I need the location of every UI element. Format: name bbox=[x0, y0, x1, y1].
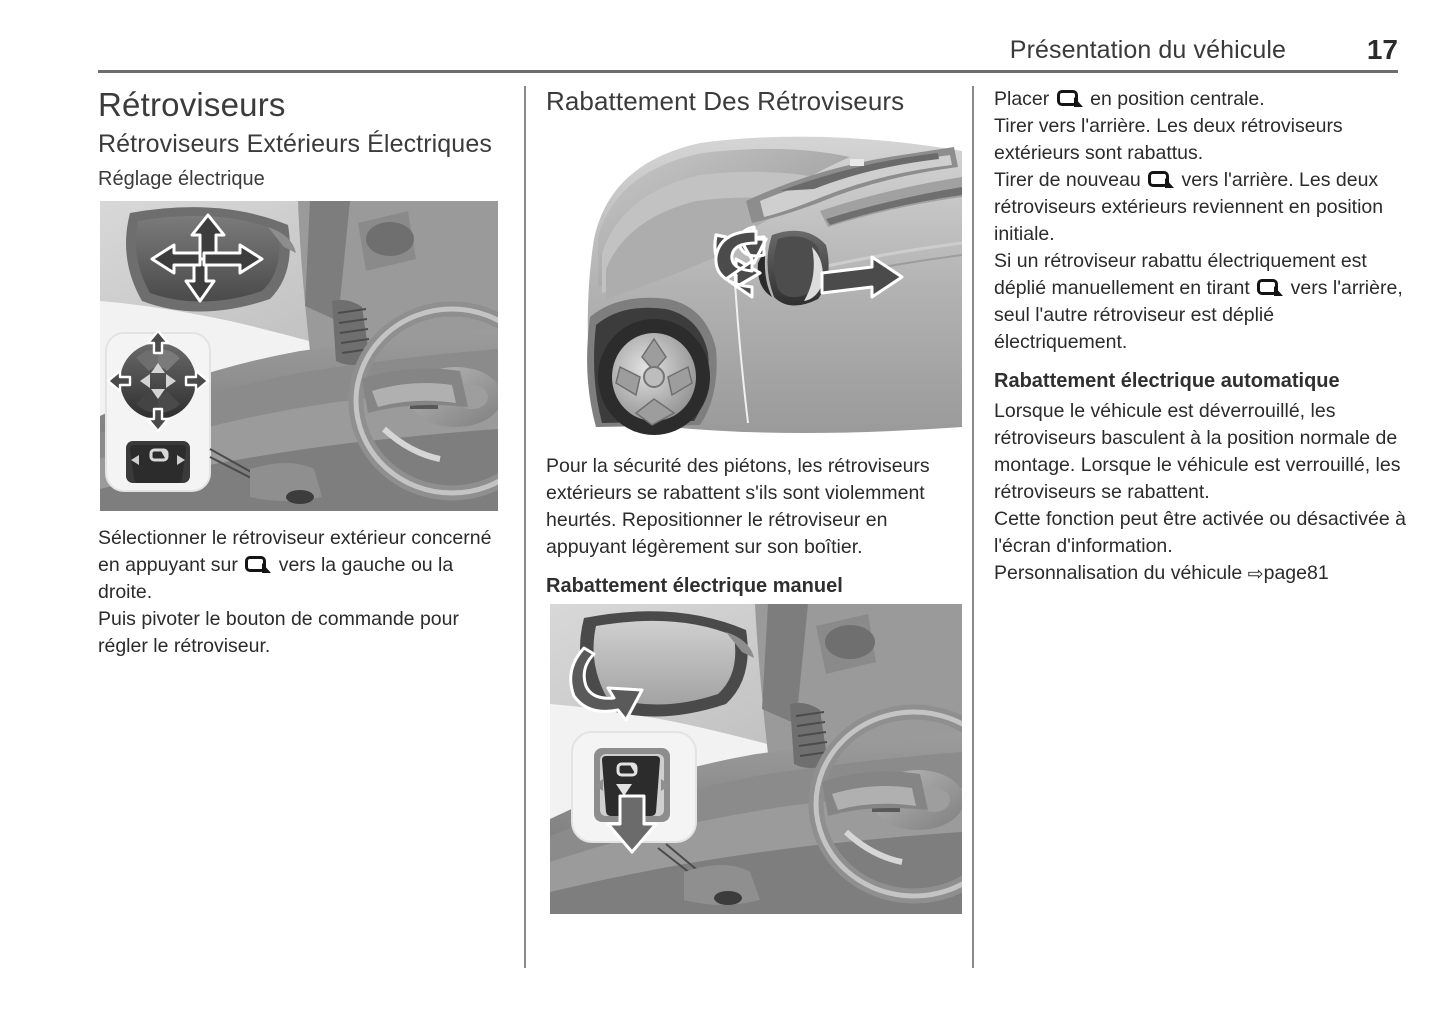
cross-reference-label: Personnalisation du véhicule bbox=[994, 562, 1248, 584]
mirror-icon bbox=[1057, 90, 1083, 107]
page-number: 17 bbox=[1366, 34, 1398, 65]
mirror-icon bbox=[1257, 279, 1283, 296]
content-columns bbox=[98, 86, 1406, 971]
figure-car-exterior-fold bbox=[550, 127, 962, 439]
right-column-paragraph-6: Cette fonction peut être activée ou désactivée à l'écran d'information. bbox=[994, 508, 1406, 557]
column-left bbox=[98, 86, 508, 660]
cross-reference-page[interactable]: page81 bbox=[1263, 562, 1329, 584]
page-title: Présentation du véhicule bbox=[1009, 36, 1286, 64]
right-para4-text-b: vers l'arrière, seul l'autre rétroviseur est déplié électriquement. bbox=[994, 277, 1403, 353]
figure-manual-fold-control bbox=[550, 604, 962, 914]
cross-reference bbox=[994, 560, 1406, 587]
mirror-icon bbox=[1148, 171, 1174, 188]
right-column-paragraph-4 bbox=[994, 248, 1406, 356]
right-para4-text-a: Si un rétroviseur rabattu électriquement est déplié manuellement en tirant bbox=[994, 250, 1367, 299]
column-divider-2 bbox=[972, 86, 974, 968]
header-rule bbox=[98, 70, 1398, 73]
section-subtitle: Rétroviseurs Extérieurs Électriques bbox=[98, 129, 492, 158]
right-column-paragraph-3 bbox=[994, 167, 1406, 248]
left-column-paragraph-1 bbox=[98, 525, 508, 606]
right-para1-text-b: en position centrale. bbox=[1084, 88, 1265, 110]
right-column-paragraph-1 bbox=[994, 86, 1406, 113]
right-column-subheading: Rabattement électrique automatique bbox=[994, 370, 1340, 392]
right-para1-text-a: Placer bbox=[994, 88, 1055, 110]
right-column-paragraph-2: Tirer vers l'arrière. Les deux rétroviseurs extérieurs sont rabattus. bbox=[994, 115, 1343, 164]
right-arrow-icon: ⇨ bbox=[1247, 564, 1264, 585]
right-column-paragraph-5: Lorsque le véhicule est déverrouillé, les rétroviseurs basculent à la position normale de montage. Lorsque le véhicule est verrouillé, les rétroviseurs se rabattent. bbox=[994, 400, 1401, 503]
section-title: Rétroviseurs bbox=[98, 86, 286, 123]
middle-column-paragraph-1: Pour la sécurité des piétons, les rétroviseurs extérieurs se rabattent s'ils sont violemment heurtés. Repositionner le rétroviseur en appuyant légèrement sur son boîtier. bbox=[546, 455, 930, 559]
left-column-paragraph-2: Puis pivoter le bouton de commande pour régler le rétroviseur. bbox=[98, 608, 459, 658]
right-para3-text-b: vers l'arrière. Les deux rétroviseurs extérieurs reviennent en position initiale. bbox=[994, 169, 1384, 245]
left-para1-text-a: Sélectionner le rétroviseur extérieur concerné en appuyant sur bbox=[98, 527, 492, 577]
right-para3-text-a: Tirer de nouveau bbox=[994, 169, 1147, 191]
column-right bbox=[994, 86, 1406, 587]
middle-column-subheading: Rabattement électrique manuel bbox=[546, 575, 843, 598]
middle-column-heading: Rabattement Des Rétroviseurs bbox=[546, 86, 905, 116]
mirror-icon bbox=[245, 556, 271, 573]
section-subsubtitle: Réglage électrique bbox=[98, 168, 265, 191]
left-para1-text-b: vers la gauche ou la droite. bbox=[98, 554, 454, 604]
column-divider-1 bbox=[524, 86, 526, 968]
figure-mirror-adjustment bbox=[100, 201, 498, 511]
column-middle bbox=[546, 86, 956, 914]
